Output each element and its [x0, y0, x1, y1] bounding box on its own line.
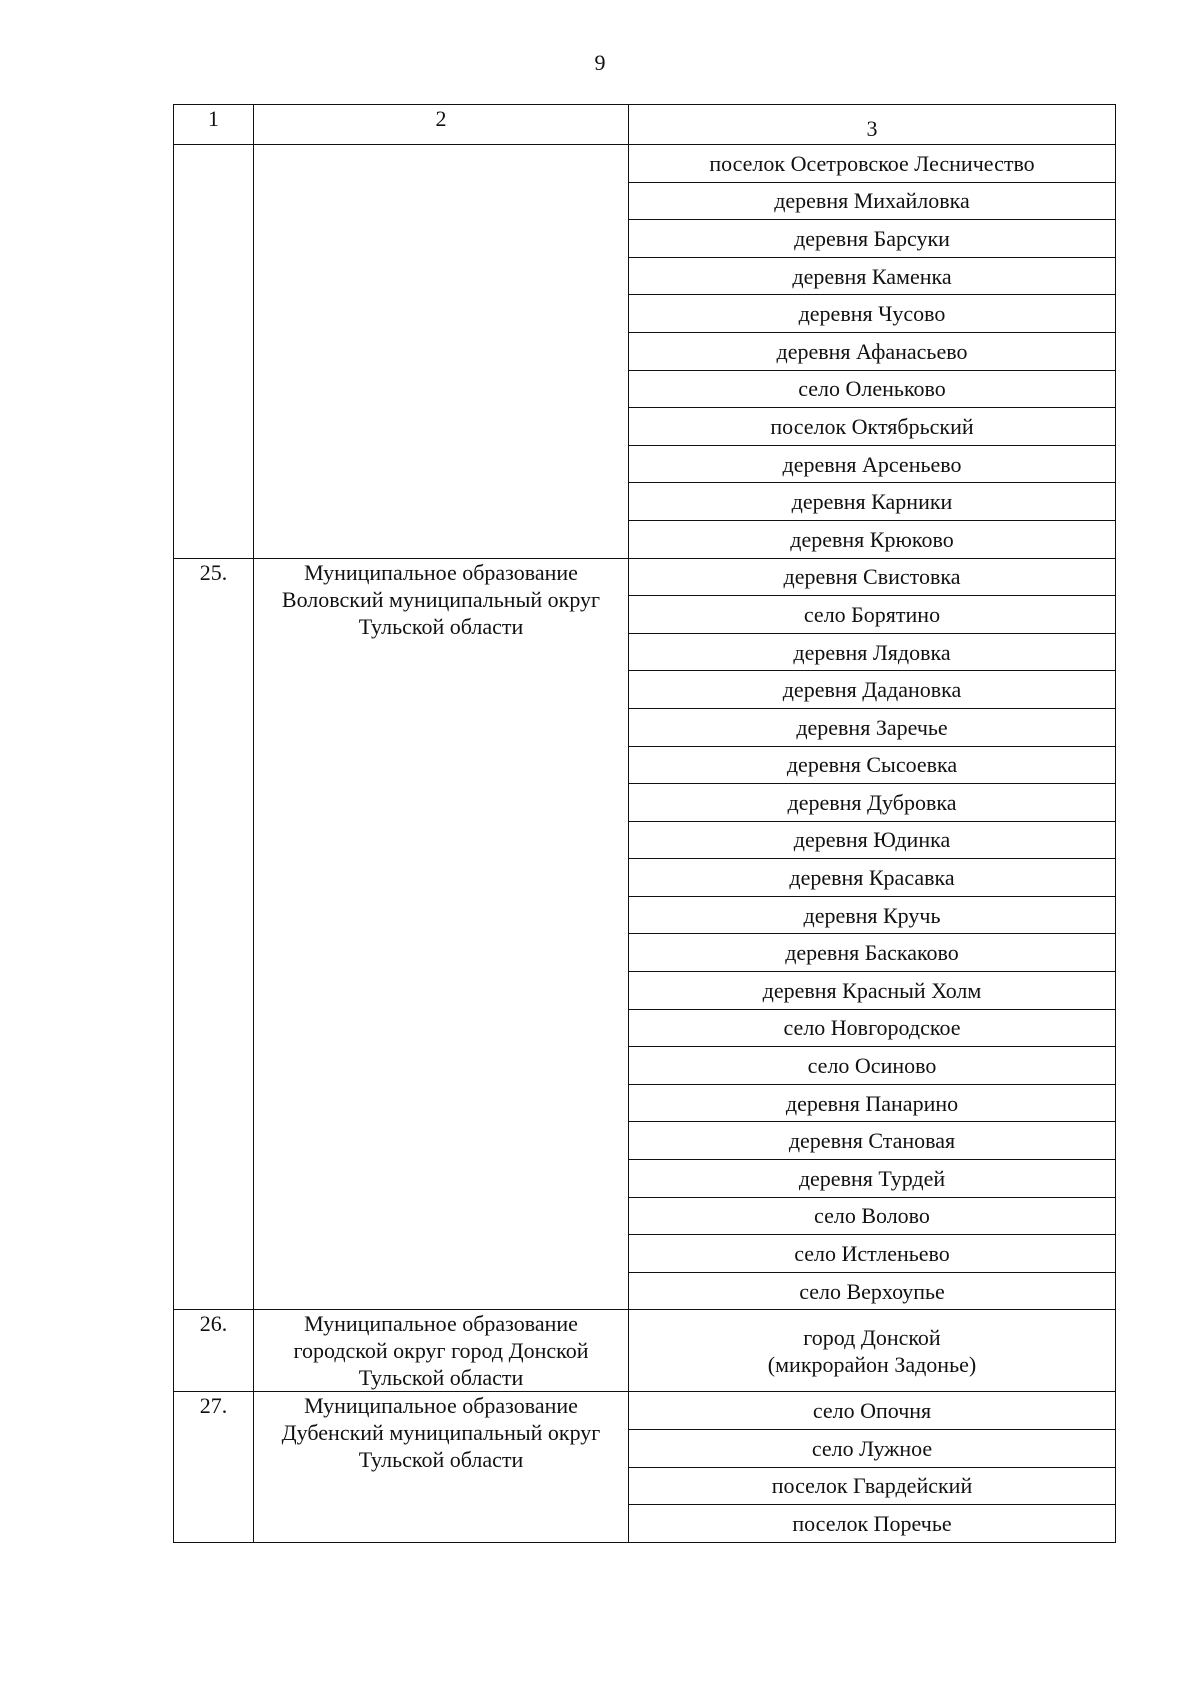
settlement-cell: деревня Свистовка [629, 558, 1116, 596]
municipality-cell [254, 145, 629, 559]
settlement-cell: поселок Осетровское Лесничество [629, 145, 1116, 183]
column-header-3: 3 [629, 105, 1116, 145]
row-number: 25. [174, 558, 254, 1310]
settlement-cell: поселок Октябрьский [629, 408, 1116, 446]
settlement-cell: деревня Барсуки [629, 220, 1116, 258]
municipality-name-line: городской округ город Донской [293, 1338, 589, 1364]
settlement-cell: село Истленьево [629, 1235, 1116, 1273]
settlement-cell: деревня Карники [629, 483, 1116, 521]
row-number: 26. [174, 1310, 254, 1392]
page-number: 9 [594, 50, 606, 75]
settlement-cell: деревня Красный Холм [629, 972, 1116, 1010]
municipality-name-line: Тульской области [358, 613, 524, 639]
settlement-cell: деревня Дадановка [629, 671, 1116, 709]
municipality-name-line: Дубенский муниципальный округ [281, 1420, 601, 1446]
table-header-row [174, 105, 1116, 145]
settlement-cell: село Осиново [629, 1047, 1116, 1085]
settlement-cell: село Лужное [629, 1430, 1116, 1468]
table-row [174, 145, 1116, 183]
settlement-cell: деревня Каменка [629, 257, 1116, 295]
settlement-cell: село Опочня [629, 1392, 1116, 1430]
settlement-cell: деревня Михайловка [629, 182, 1116, 220]
column-header-1: 1 [174, 105, 254, 145]
column-header-2: 2 [254, 105, 629, 145]
row-number-cell [174, 145, 254, 559]
settlement-cell: деревня Панарино [629, 1084, 1116, 1122]
settlement-cell: деревня Крюково [629, 520, 1116, 558]
settlement-cell: деревня Лядовка [629, 633, 1116, 671]
settlement-cell: село Борятино [629, 596, 1116, 634]
municipality-name-line: Тульской области [358, 1447, 524, 1473]
settlement-cell: деревня Сысоевка [629, 746, 1116, 784]
municipality-name [254, 1392, 629, 1542]
municipality-name-line: Муниципальное образование [304, 1393, 578, 1419]
row-number: 27. [174, 1392, 254, 1542]
settlement-cell: деревня Юдинка [629, 821, 1116, 859]
municipality-name-line: Муниципальное образование [304, 559, 578, 585]
table-row [174, 1310, 1116, 1392]
settlement-cell: деревня Турдей [629, 1160, 1116, 1198]
municipality-name-line: Тульской области [358, 1365, 524, 1391]
municipality-name [254, 558, 629, 1310]
settlement-cell: село Оленьково [629, 370, 1116, 408]
municipality-name-line: Муниципальное образование [304, 1311, 578, 1337]
settlement-cell: деревня Баскаково [629, 934, 1116, 972]
table-row [174, 1392, 1116, 1430]
settlement-line: город Донской [803, 1324, 941, 1350]
municipality-name-line: Воловский муниципальный округ [281, 586, 601, 612]
settlement-cell [629, 1310, 1116, 1392]
settlement-cell: поселок Гвардейский [629, 1467, 1116, 1505]
municipality-name [254, 1310, 629, 1392]
settlement-cell: деревня Красавка [629, 859, 1116, 897]
settlement-cell: деревня Становая [629, 1122, 1116, 1160]
settlement-cell: деревня Арсеньево [629, 445, 1116, 483]
settlement-cell: село Верхоупье [629, 1272, 1116, 1310]
settlement-cell: деревня Дубровка [629, 784, 1116, 822]
table-row [174, 558, 1116, 596]
settlement-cell: деревня Афанасьево [629, 332, 1116, 370]
settlement-cell: поселок Поречье [629, 1505, 1116, 1543]
settlement-line: (микрорайон Задонье) [767, 1351, 977, 1377]
settlement-cell: деревня Чусово [629, 295, 1116, 333]
settlement-cell: деревня Заречье [629, 708, 1116, 746]
settlement-cell: деревня Кручь [629, 896, 1116, 934]
settlement-cell: село Новгородское [629, 1009, 1116, 1047]
settlement-cell: село Волово [629, 1197, 1116, 1235]
settlements-table [173, 104, 1116, 1543]
